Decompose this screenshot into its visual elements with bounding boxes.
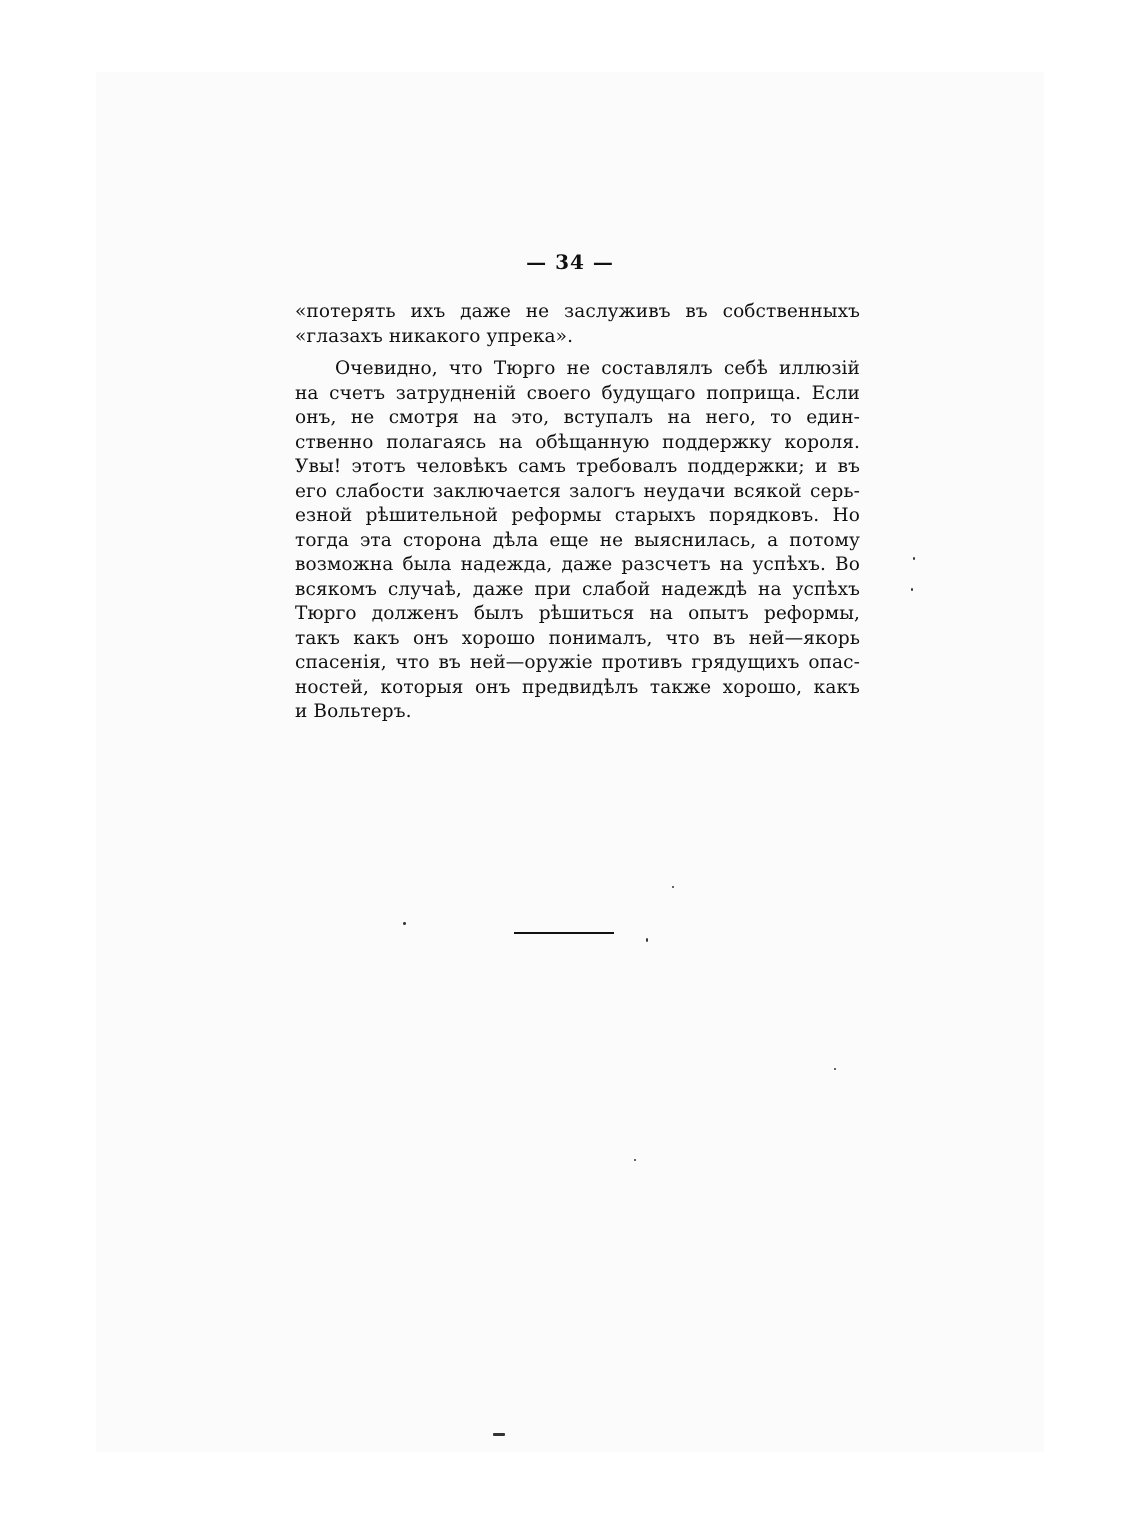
text-line: Очевидно, что Тюрго не составлялъ себѣ иллюзій — [335, 358, 860, 379]
scan-speck — [403, 922, 406, 925]
quote-paragraph — [295, 300, 860, 349]
section-rule — [514, 932, 614, 934]
scan-speck — [493, 1433, 505, 1436]
text-line: ностей, которыя онъ предвидѣлъ также хорошо, какъ — [295, 676, 860, 698]
scan-speck — [646, 938, 648, 942]
text-line: его слабости заключается залогъ неудачи всякой серь- — [295, 480, 860, 502]
main-paragraph — [295, 357, 860, 725]
scan-speck — [634, 1159, 636, 1161]
page-background — [96, 72, 1044, 1452]
text-line: ственно полагаясь на обѣщанную поддержку короля. — [295, 431, 860, 453]
text-line: Тюрго долженъ былъ рѣшиться на опытъ реформы, — [295, 603, 860, 624]
scan-speck — [913, 557, 915, 560]
text-line: онъ, не смотря на это, вступалъ на него, то един- — [295, 407, 860, 428]
text-line: тогда эта сторона дѣла еще не выяснилась, а потому — [295, 529, 860, 551]
text-line: Увы! этотъ человѣкъ самъ требовалъ поддержки; и въ — [295, 456, 860, 477]
text-line: такъ какъ онъ хорошо понималъ, что въ ней—якорь — [295, 627, 860, 649]
text-line: на счетъ затрудненій своего будущаго поприща. Если — [295, 382, 860, 404]
text-line: спасенія, что въ ней—оружіе противъ грядущихъ опас- — [295, 652, 860, 673]
scan-speck — [911, 588, 913, 591]
text-line: «потерять ихъ даже не заслуживъ въ собственныхъ — [295, 301, 860, 322]
text-line: езной рѣшительной реформы старыхъ порядковъ. Но — [295, 505, 860, 526]
body-text — [295, 300, 860, 725]
scan-speck — [672, 886, 674, 888]
scan-speck — [834, 1068, 836, 1070]
text-line: «глазахъ никакого упрека». — [295, 325, 574, 347]
text-line: всякомъ случаѣ, даже при слабой надеждѣ на успѣхъ — [295, 578, 860, 600]
text-line: и Вольтеръ. — [295, 701, 412, 722]
page-number: — 34 — — [526, 250, 614, 274]
text-line: возможна была надежда, даже разсчетъ на успѣхъ. Во — [295, 554, 860, 575]
